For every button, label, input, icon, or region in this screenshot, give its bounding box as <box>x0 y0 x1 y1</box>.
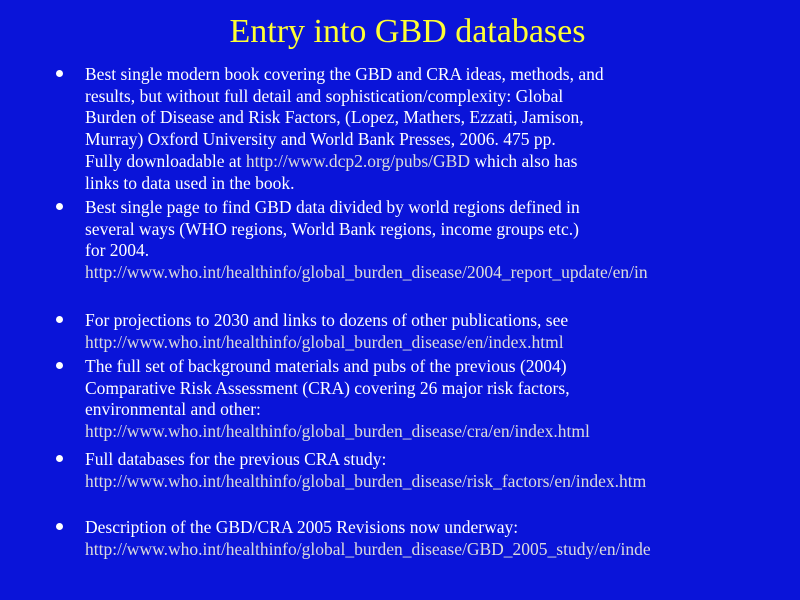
bullet-dot-icon <box>56 362 63 369</box>
who-gbd-2005-study-link[interactable]: http://www.who.int/healthinfo/global_burden_disease/GBD_2005_study/en/inde <box>85 538 651 559</box>
bullet-text-line: links to data used in the book. <box>85 172 295 193</box>
dcp2-gbd-link[interactable]: http://www.dcp2.org/pubs/GBD <box>245 150 470 171</box>
bullet-text-line: Full databases for the previous CRA study: <box>85 449 387 469</box>
bullet-text-segment: which also has <box>470 150 578 171</box>
bullet-text-line: The full set of background materials and pubs of the previous (2004) <box>85 356 567 376</box>
who-gbd-index-link[interactable]: http://www.who.int/healthinfo/global_burden_disease/en/index.html <box>85 331 564 352</box>
bullet-text-line <box>85 151 577 173</box>
bullet-dot-icon <box>56 203 63 210</box>
bullet-text-line: For projections to 2030 and links to dozens of other publications, see <box>85 310 569 330</box>
bullet-text-line: Comparative Risk Assessment (CRA) covering 26 major risk factors, <box>85 377 570 398</box>
bullet-text-line: Description of the GBD/CRA 2005 Revisions now underway: <box>85 517 519 537</box>
slide-title: Entry into GBD databases <box>229 13 586 50</box>
bullet-text-line: several ways (WHO regions, World Bank regions, income groups etc.) <box>85 218 579 239</box>
who-risk-factors-link[interactable]: http://www.who.int/healthinfo/global_burden_disease/risk_factors/en/index.htm <box>85 470 647 491</box>
bullet-text-line: environmental and other: <box>85 399 261 420</box>
bullet-dot-icon <box>56 70 63 77</box>
bullet-text-line: results, but without full detail and sophistication/complexity: Global <box>85 85 564 106</box>
who-2004-report-link[interactable]: http://www.who.int/healthinfo/global_burden_disease/2004_report_update/en/in <box>85 262 648 283</box>
bullet-dot-icon <box>56 316 63 323</box>
bullet-dot-icon <box>56 455 63 462</box>
bullet-text-line: Best single modern book covering the GBD and CRA ideas, methods, and <box>85 64 604 84</box>
bullet-dot-icon <box>56 523 63 530</box>
bullet-text-line: Murray) Oxford University and World Bank Presses, 2006. 475 pp. <box>85 129 556 150</box>
who-cra-link[interactable]: http://www.who.int/healthinfo/global_burden_disease/cra/en/index.html <box>85 421 590 442</box>
bullet-text-line: Burden of Disease and Risk Factors, (Lopez, Mathers, Ezzati, Jamison, <box>85 107 584 128</box>
bullet-text-line: Best single page to find GBD data divided by world regions defined in <box>85 197 580 217</box>
bullet-text-segment: Fully downloadable at <box>85 150 246 171</box>
bullet-text-line: for 2004. <box>85 240 150 261</box>
